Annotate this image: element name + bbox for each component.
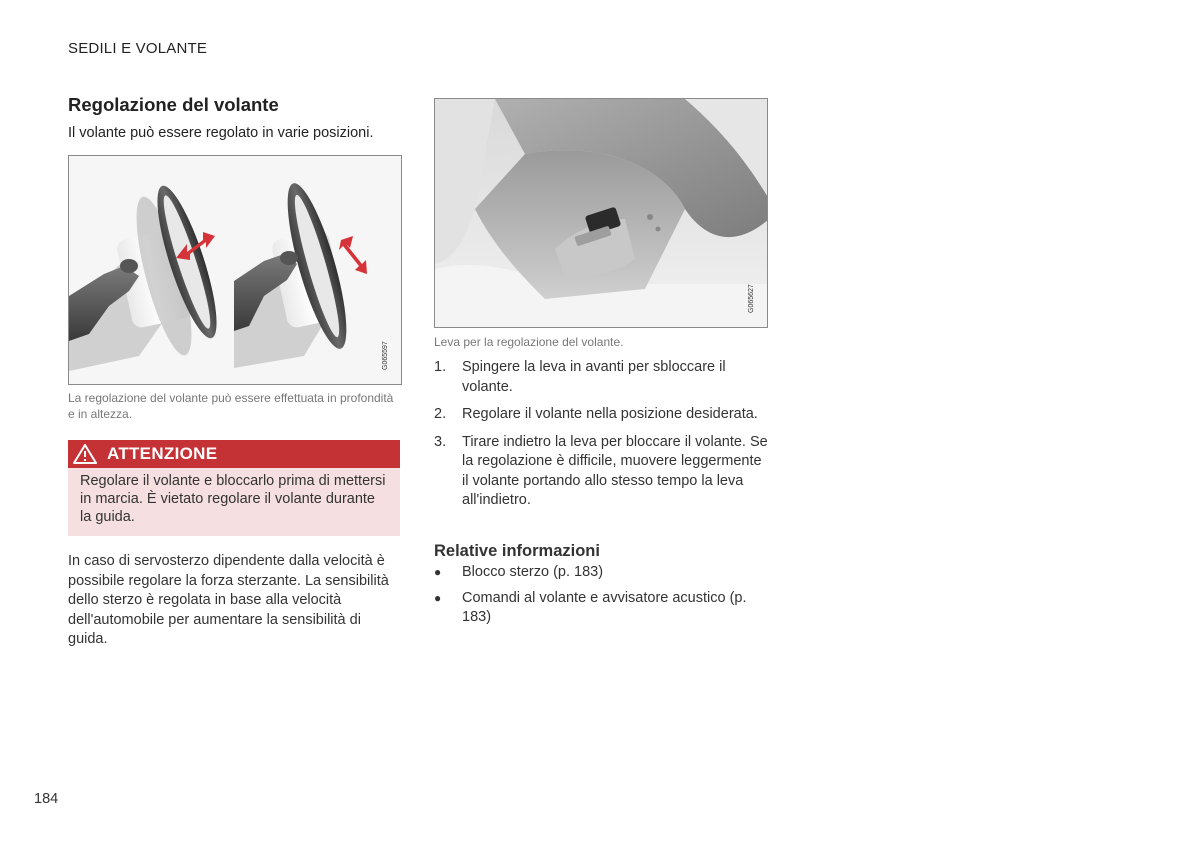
steering-adjustment-illustration (68, 155, 402, 385)
list-item (434, 563, 768, 583)
related-info-list (434, 563, 768, 634)
adjustment-lever-illustration (434, 98, 768, 328)
step-number: 2. (434, 406, 447, 422)
bullet-icon: ● (434, 565, 442, 579)
steps-list (434, 358, 768, 519)
list-item (434, 405, 768, 425)
figure-caption: La regolazione del volante può essere effettuata in profondità e in altezza. (68, 391, 394, 421)
list-item (434, 589, 768, 628)
related-info-title: Relative informazioni (434, 542, 600, 560)
warning-triangle-icon (73, 443, 97, 465)
list-item (434, 433, 768, 511)
related-link-wheel-controls[interactable]: Comandi al volante e avvisatore acustico (p. 183) (462, 589, 747, 625)
left-column (68, 94, 400, 647)
figure-caption: Leva per la regolazione del volante. (434, 335, 624, 349)
image-code: G065597 (382, 341, 389, 370)
step-text: Tirare indietro la leva per bloccare il volante. Se la regolazione è difficile, muovere leggermente il volante portando allo stesso tempo la leva all'indietro. (462, 433, 768, 508)
list-item (434, 358, 768, 397)
section-header: SEDILI E VOLANTE (68, 40, 208, 57)
step-number: 1. (434, 359, 447, 375)
height-adjustment-drawing (234, 178, 358, 368)
warning-box (68, 440, 400, 536)
warning-text: Regolare il volante e bloccarlo prima di mettersi in marcia. È vietato regolare il volante durante la guida. (68, 468, 400, 536)
warning-title: ATTENZIONE (107, 444, 218, 463)
page-number: 184 (34, 791, 59, 807)
page-title: Regolazione del volante (68, 94, 279, 115)
step-text: Spingere la leva in avanti per sbloccare il volante. (462, 359, 726, 395)
step-text: Regolare il volante nella posizione desiderata. (462, 406, 758, 422)
body-paragraph: In caso di servosterzo dipendente dalla velocità è possibile regolare la forza sterzante. La sensibilità dello sterzo è regolata in base alla velocità dell'automobile per aumentare la sensibilità di guida. (68, 553, 389, 647)
warning-header (68, 440, 400, 468)
related-link-steering-lock[interactable]: Blocco sterzo (p. 183) (462, 564, 604, 580)
image-code: G065627 (748, 284, 755, 313)
depth-adjustment-drawing (69, 181, 228, 371)
bullet-icon: ● (434, 590, 442, 605)
step-number: 3. (434, 433, 447, 450)
intro-text: Il volante può essere regolato in varie posizioni. (68, 125, 374, 141)
height-arrow-icon (339, 236, 367, 274)
